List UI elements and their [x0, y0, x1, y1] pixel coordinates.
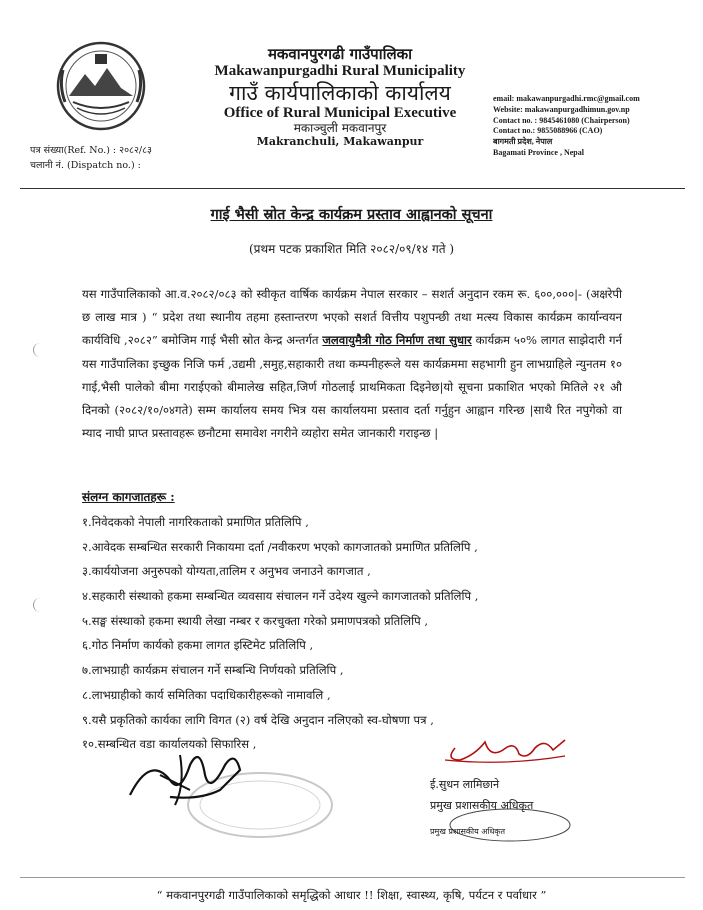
- left-signature-stamp: [110, 735, 340, 845]
- letterhead: [160, 46, 520, 148]
- punch-hole-mark: [33, 598, 42, 612]
- address-nepali: मकाञ्चुली मकवानपुर: [293, 120, 387, 135]
- contact-cao: Contact no.: 9855088966 (CAO): [493, 126, 603, 136]
- signatory-block: [430, 774, 533, 816]
- contact-chairperson: Contact no. : 9845461080 (Chairperson): [493, 115, 630, 125]
- list-item: २.आवेदक सम्बन्धित सरकारी निकायमा दर्ता /नवीकरण भएको कागजातको प्रमाणित प्रतिलिपि ,: [82, 539, 478, 554]
- footer-slogan: “ मकवानपुरगढी गाउँपालिकाको समृद्धिको आधार !! शिक्षा, स्वास्थ्य, कृषि, पर्यटन र पर्वाधार ”: [156, 888, 547, 902]
- signatory-stamp-text: प्रमुख प्रशासकीय अधिकृत: [430, 827, 506, 836]
- footer-divider: [20, 877, 685, 878]
- list-item: १०.सम्बन्धित वडा कार्यालयको सिफारिस ,: [82, 737, 257, 752]
- list-item: १.निवेदकको नेपाली नागरिकताको प्रमाणित प्रतिलिपि ,: [82, 515, 309, 529]
- contact-website: Website: makawanpurgadhimun.gov.np: [493, 104, 630, 114]
- dispatch-no: चलानी नं. (Dispatch no.) :: [30, 160, 141, 172]
- publish-date: (प्रथम पटक प्रकाशित मिति २०८२/०९/१४ गते ): [248, 242, 455, 256]
- signatory-name: ई.सुधन लामिछाने: [430, 778, 500, 791]
- attachments-list: [82, 510, 642, 757]
- list-item: ९.यसै प्रकृतिको कार्यका लागि विगत (२) वर्ष देखि अनुदान नलिएको स्व-घोषणा पत्र ,: [82, 712, 434, 727]
- list-item: ४.सहकारी संस्थाको हकमा सम्बन्धित व्यवसाय संचालन गर्ने उदेश्य खुल्ने कागजातको प्रतिलिपि ,: [82, 589, 479, 604]
- list-item: ६.गोठ निर्माण कार्यको हकमा लागत इस्टिमेट प्रतिलिपि ,: [82, 638, 314, 653]
- notice-body: [82, 283, 622, 445]
- notice-title: गाई भैसी स्रोत केन्द्र कार्यक्रम प्रस्ताव आह्वानको सूचना: [210, 206, 493, 223]
- province-nepali: बागमती प्रदेश, नेपाल: [493, 137, 553, 147]
- office-name-english: Office of Rural Municipal Executive: [223, 104, 457, 121]
- address-english: Makranchuli, Makawanpur: [256, 134, 424, 148]
- list-item: ५.सङ्घ संस्थाको हकमा स्थायी लेखा नम्बर र करचुक्ता गरेको प्रमाणपत्रको प्रतिलिपि ,: [82, 613, 429, 628]
- list-item: ७.लाभग्राही कार्यक्रम संचालन गर्ने सम्बन्धि निर्णयको प्रतिलिपि ,: [82, 663, 344, 678]
- municipality-name-english: Makawanpurgadhi Rural Municipality: [214, 63, 466, 80]
- punch-hole-mark: [33, 343, 42, 357]
- contact-email: email: makawanpurgadhi.rmc@gmail.com: [493, 94, 640, 103]
- ref-no: पत्र संख्या(Ref. No.) : २०८२/८३: [30, 145, 152, 156]
- notice-body-part1: यस गाउँपालिकाको आ.व.२०८२/०८३ को स्वीकृत वार्षिक कार्यक्रम नेपाल सरकार – सशर्त अनुदान रकम रू. ६००,०००|- (अक्षरेपी छ लाख मात्र ) “ प्रदेश तथा स्थानीय तहमा हस्तान्तरण भएको सशर्त वित्तीय पशुपन्छी तथा मत्स्य विकास कार्यक्रम कार्यान्वयन कार्यविधि ,२०८२” बमोजिम गाई भैसी स्रोत केन्द्र अन्तर्गत: [82, 287, 622, 348]
- contact-block: [493, 94, 698, 159]
- list-item: ८.लाभग्राहीको कार्य समितिका पदाधिकारीहरूको नामावलि ,: [82, 687, 331, 702]
- list-item: ३.कार्ययोजना अनुरुपको योग्यता,तालिम र अनुभव जनाउने कागजात ,: [82, 564, 371, 579]
- attachments-heading: संलग्न कागजातहरू :: [82, 490, 175, 504]
- signatory-title: प्रमुख प्रशासकीय अधिकृत: [430, 799, 534, 812]
- header-divider: [20, 188, 685, 189]
- office-name-nepali: गाउँ कार्यपालिकाको कार्यालय: [229, 80, 451, 105]
- notice-body-part2: कार्यक्रम ५०% लागत साझेदारी गर्न यस गाउँपालिका इच्छुक निजि फर्म ,उद्यमी ,समुह,सहाकारी तथा कम्पनीहरूले यस कार्यक्रममा सहभागी हुन लाभग्राहिले न्युनतम १० गाई,भैसी पालेको बीमा गराईएको बीमालेख सहित,जिर्ण गोठलाई प्राथमिकता दिइनेछ|यो सूचना प्रकाशित भएको मितिले २१ औ दिनको (२०८२/१०/०४गते) सम्म कार्यालय समय भित्र यस कार्यालयमा प्रस्ताव दर्ता गर्नुहुन आह्वान गरिन्छ |साथै रित नपुगेको वा म्याद नाघी प्राप्त प्रस्तावहरू छनौटमा समावेश नगरीने व्यहोरा समेत जानकारी गराइन्छ |: [82, 333, 622, 441]
- program-name: जलवायुमैत्री गोठ निर्माण तथा सुधार: [322, 333, 472, 348]
- province-english: Bagamati Province , Nepal: [493, 147, 584, 157]
- municipality-emblem-logo: [55, 40, 147, 132]
- municipality-name-nepali: मकवानपुरगढी गाउँपालिका: [267, 45, 413, 63]
- reference-block: [30, 143, 152, 173]
